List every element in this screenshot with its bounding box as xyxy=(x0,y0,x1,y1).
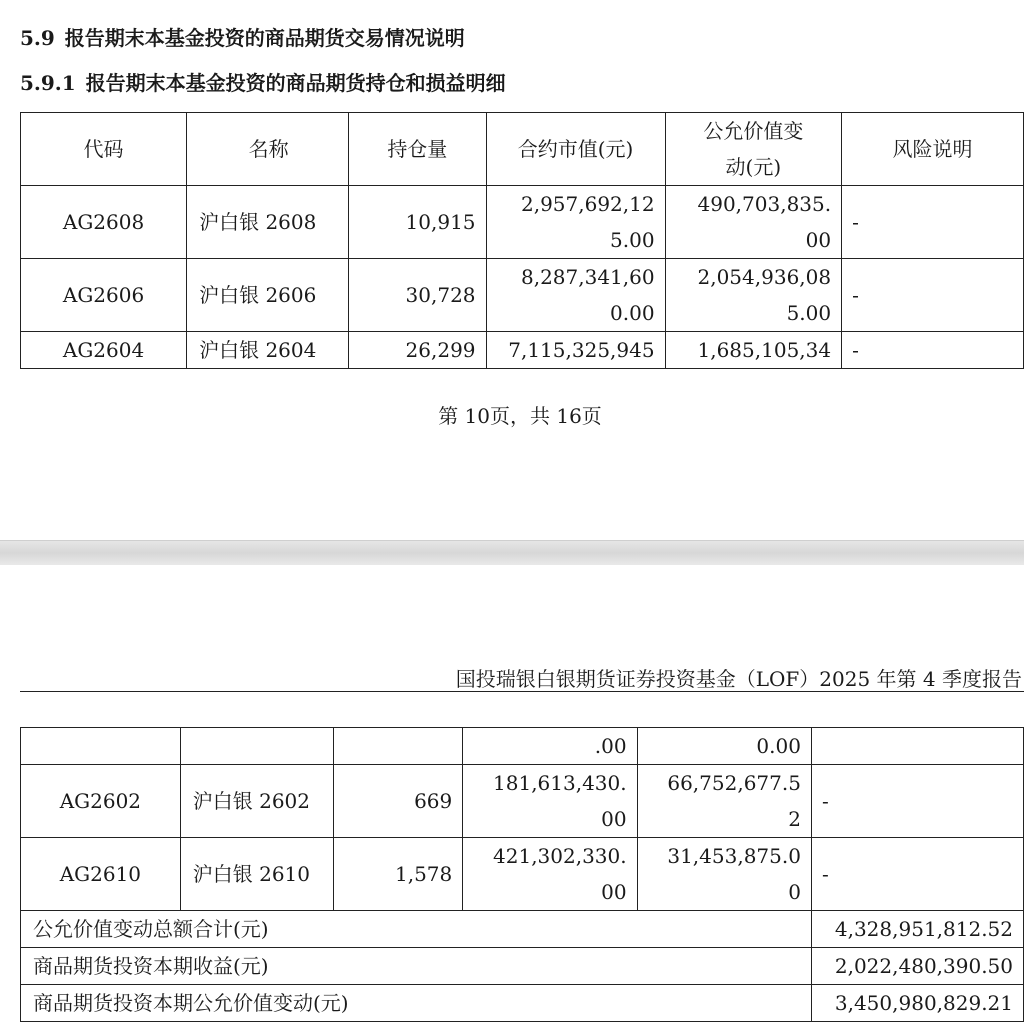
cell-qty: 30,728 xyxy=(349,259,486,332)
header-risk: 风险说明 xyxy=(842,113,1024,186)
total-value: 4,328,951,812.52 xyxy=(811,911,1023,948)
cell-value: 8,287,341,60 0.00 xyxy=(486,259,665,332)
cell-value: 2,957,692,12 5.00 xyxy=(486,186,665,259)
page-separator xyxy=(0,540,1024,566)
cell-code: AG2604 xyxy=(21,332,187,369)
total-row xyxy=(21,985,1024,1022)
header-change: 公允价值变 动(元) xyxy=(665,113,842,186)
cell-risk: - xyxy=(842,186,1024,259)
table-row xyxy=(21,259,1024,332)
total-row xyxy=(21,911,1024,948)
cell-code xyxy=(21,728,181,765)
table-row-continuation xyxy=(21,728,1024,765)
cell-risk: - xyxy=(842,332,1024,369)
total-label: 商品期货投资本期公允价值变动(元) xyxy=(21,985,812,1022)
table-row xyxy=(21,765,1024,838)
total-row xyxy=(21,948,1024,985)
cell-qty xyxy=(334,728,463,765)
cell-name: 沪白银 2610 xyxy=(180,838,333,911)
running-header: 国投瑞银白银期货证券投资基金（LOF）2025 年第 4 季度报告 xyxy=(455,667,1022,691)
holdings-table-part1 xyxy=(20,112,1024,369)
cell-value: 421,302,330. 00 xyxy=(463,838,637,911)
total-value: 2,022,480,390.50 xyxy=(811,948,1023,985)
cell-risk: - xyxy=(811,838,1023,911)
cell-value: .00 xyxy=(463,728,637,765)
cell-qty: 1,578 xyxy=(334,838,463,911)
cell-qty: 10,915 xyxy=(349,186,486,259)
page-number: 第 10页，共 16页 xyxy=(438,404,602,428)
cell-name xyxy=(180,728,333,765)
cell-qty: 26,299 xyxy=(349,332,486,369)
header-value: 合约市值(元) xyxy=(486,113,665,186)
table-row xyxy=(21,332,1024,369)
cell-name: 沪白银 2606 xyxy=(187,259,349,332)
total-value: 3,450,980,829.21 xyxy=(811,985,1023,1022)
subsection-heading: 5.9.1 报告期末本基金投资的商品期货持仓和损益明细 xyxy=(20,71,506,95)
header-rule xyxy=(20,691,1024,692)
cell-risk: - xyxy=(811,765,1023,838)
cell-code: AG2606 xyxy=(21,259,187,332)
cell-value: 7,115,325,945 xyxy=(486,332,665,369)
cell-change: 2,054,936,08 5.00 xyxy=(665,259,842,332)
page-11 xyxy=(0,565,1024,1025)
header-qty: 持仓量 xyxy=(349,113,486,186)
holdings-table-part2 xyxy=(20,727,1024,1022)
cell-change: 31,453,875.0 0 xyxy=(637,838,811,911)
header-name: 名称 xyxy=(187,113,349,186)
cell-change: 1,685,105,34 xyxy=(665,332,842,369)
cell-change: 0.00 xyxy=(637,728,811,765)
cell-name: 沪白银 2602 xyxy=(180,765,333,838)
total-label: 商品期货投资本期收益(元) xyxy=(21,948,812,985)
section-heading: 5.9 报告期末本基金投资的商品期货交易情况说明 xyxy=(20,26,465,50)
cell-change: 490,703,835. 00 xyxy=(665,186,842,259)
cell-code: AG2608 xyxy=(21,186,187,259)
cell-qty: 669 xyxy=(334,765,463,838)
cell-code: AG2602 xyxy=(21,765,181,838)
cell-code: AG2610 xyxy=(21,838,181,911)
cell-risk xyxy=(811,728,1023,765)
table-header-row xyxy=(21,113,1024,186)
cell-name: 沪白银 2604 xyxy=(187,332,349,369)
total-label: 公允价值变动总额合计(元) xyxy=(21,911,812,948)
header-code: 代码 xyxy=(21,113,187,186)
table-row xyxy=(21,186,1024,259)
cell-value: 181,613,430. 00 xyxy=(463,765,637,838)
table-row xyxy=(21,838,1024,911)
cell-change: 66,752,677.5 2 xyxy=(637,765,811,838)
cell-risk: - xyxy=(842,259,1024,332)
cell-name: 沪白银 2608 xyxy=(187,186,349,259)
